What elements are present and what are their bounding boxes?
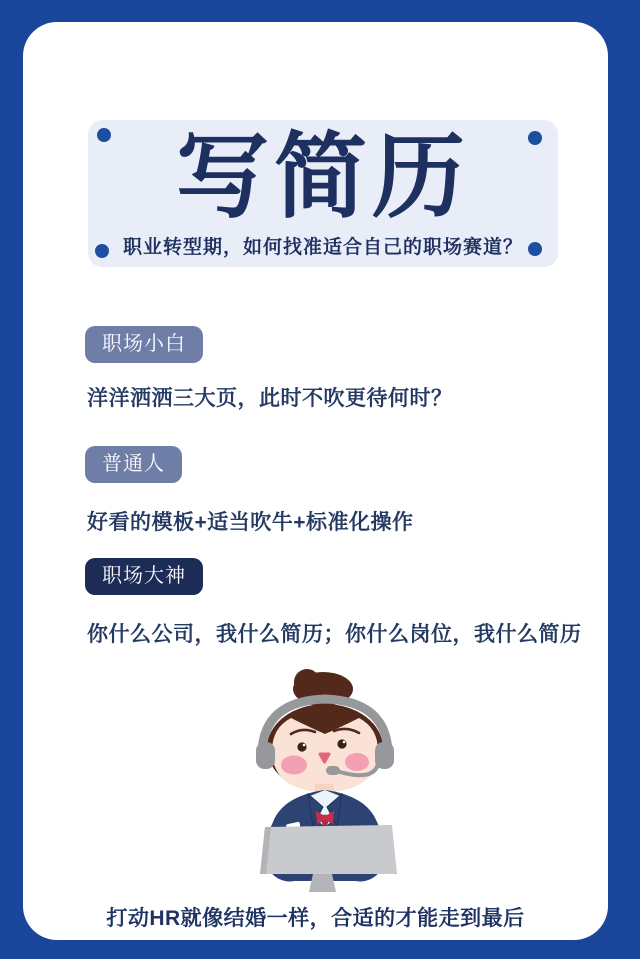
poster-card <box>23 22 608 940</box>
laptop-icon <box>260 825 397 892</box>
headset-earcup-icon <box>256 742 275 769</box>
header-box <box>88 120 558 267</box>
customer-service-woman-illustration <box>220 655 430 900</box>
footer-tagline: 打动HR就像结婚一样，合适的才能走到最后 <box>106 907 525 930</box>
eye-highlight-icon <box>303 744 306 747</box>
badge-workplace-newbie: 职场小白 <box>85 326 203 363</box>
corner-dot-icon <box>528 131 542 145</box>
corner-dot-icon <box>95 244 109 258</box>
cheek-icon <box>345 753 369 771</box>
corner-dot-icon <box>528 242 542 256</box>
badge-ordinary-person: 普通人 <box>85 446 182 483</box>
section-text-master: 你什么公司，我什么简历；你什么岗位，我什么简历 <box>87 623 582 646</box>
cheek-icon <box>281 756 307 775</box>
eye-icon <box>337 739 346 748</box>
badge-workplace-master: 职场大神 <box>85 558 203 595</box>
page-title: 写简历 <box>176 125 470 229</box>
section-text-newbie: 洋洋洒洒三大页，此时不吹更待何时？ <box>87 387 453 410</box>
section-text-ordinary: 好看的模板+适当吹牛+标准化操作 <box>87 511 414 534</box>
header-subtitle: 职业转型期，如何找准适合自己的职场赛道？ <box>122 237 523 258</box>
corner-dot-icon <box>97 128 111 142</box>
eye-icon <box>297 742 306 751</box>
eye-highlight-icon <box>343 741 346 744</box>
